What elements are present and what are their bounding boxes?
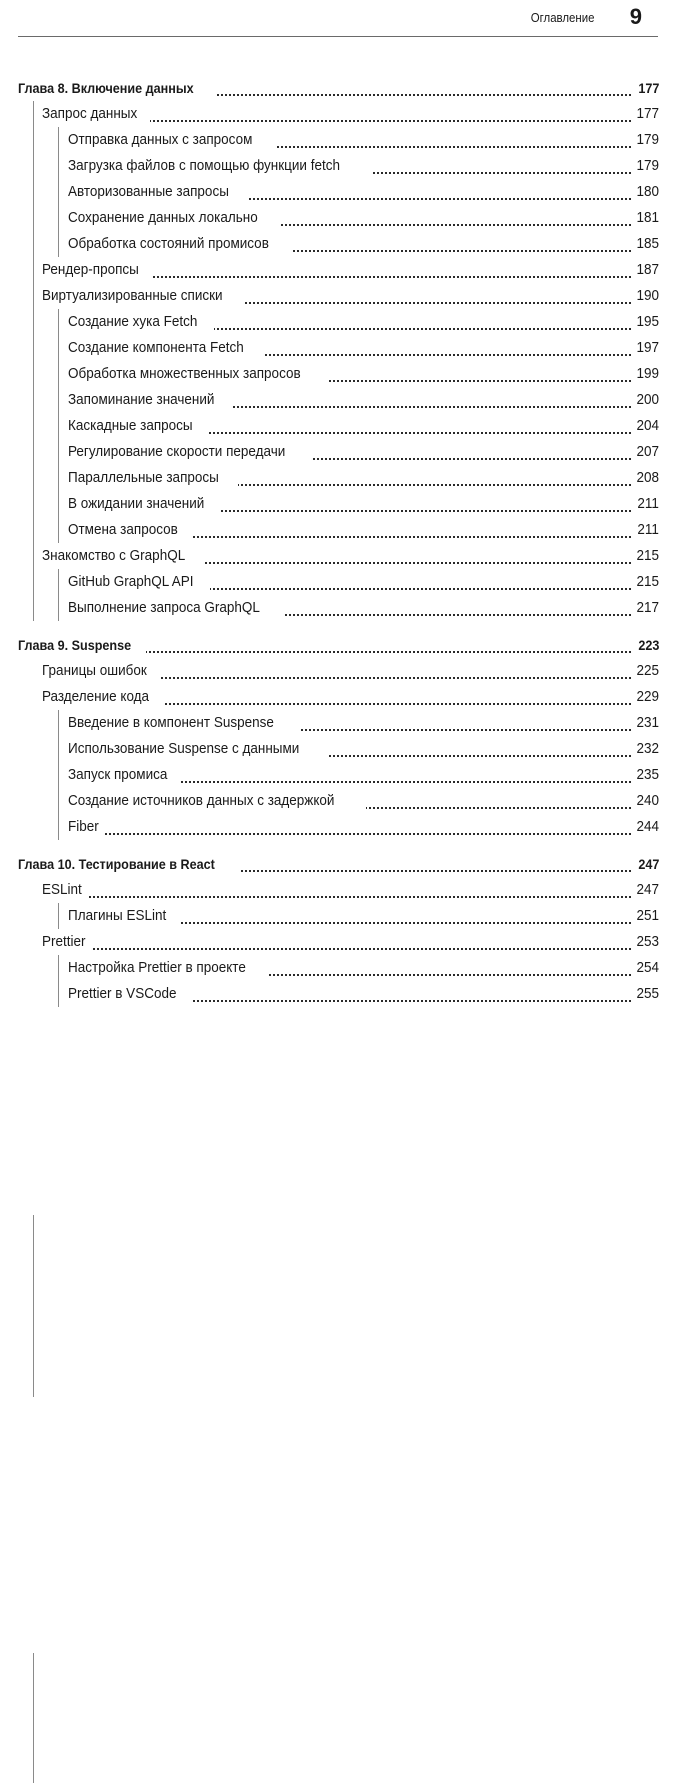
toc-chapter-heading-page <box>634 632 659 658</box>
toc-subsection-label-text: Создание хука Fetch <box>68 313 198 330</box>
toc-subsection-label <box>68 335 265 361</box>
toc-section[interactable] <box>18 257 659 283</box>
toc-subsection[interactable] <box>18 788 659 814</box>
toc-subsection[interactable] <box>18 439 659 465</box>
toc-subsection-page-text: 211 <box>637 495 659 512</box>
toc-subsection-label <box>68 710 299 736</box>
page-header <box>18 0 658 37</box>
toc-subsection-page <box>632 413 659 439</box>
toc-guide-line <box>33 101 34 621</box>
toc-subsection[interactable] <box>18 465 659 491</box>
toc-section-page <box>632 877 659 903</box>
toc-chapter-heading[interactable] <box>18 632 659 658</box>
toc-chapter-heading-label <box>18 851 239 877</box>
toc-guide-line <box>33 1215 34 1397</box>
toc-guide-line <box>58 127 59 257</box>
toc-section-page-text: 225 <box>636 662 659 679</box>
toc-subsection-page-text: 254 <box>636 959 659 976</box>
toc-section-label-text: Разделение кода <box>42 688 150 705</box>
toc-subsection[interactable] <box>18 981 659 1007</box>
toc-section-page <box>632 543 659 569</box>
toc-section-page <box>632 101 659 127</box>
toc-section-label-text: Знакомство с GraphQL <box>42 547 186 564</box>
toc-chapter-heading-page <box>634 75 659 101</box>
toc-subsection[interactable] <box>18 955 659 981</box>
toc-subsection-page <box>632 153 659 179</box>
toc-subsection-page-text: 211 <box>637 521 659 538</box>
toc-section-label <box>42 543 203 569</box>
toc-chapter-heading-label <box>18 632 146 658</box>
toc-subsection-page <box>632 465 659 491</box>
toc-subsection-label-text: Сохранение данных локально <box>68 209 258 226</box>
toc-subsection-label-text: Создание источников данных с задержкой <box>68 792 335 809</box>
toc-subsection-page-text: 181 <box>636 209 659 226</box>
toc-chapter-heading[interactable] <box>18 851 659 877</box>
toc-section-label-text: ESLint <box>42 881 82 898</box>
toc-subsection[interactable] <box>18 903 659 929</box>
toc-section[interactable] <box>18 877 659 903</box>
toc-subsection[interactable] <box>18 205 659 231</box>
toc-subsection-page <box>632 903 659 929</box>
toc-subsection-page-text: 199 <box>636 365 659 382</box>
toc-subsection-label <box>68 955 268 981</box>
toc-guide-line <box>58 309 59 543</box>
toc-chapter-heading-label-text: Глава 8. Включение данных <box>18 80 194 96</box>
toc-subsection-page <box>633 491 659 517</box>
toc-section-label <box>42 257 152 283</box>
toc-section-label-text: Запрос данных <box>42 105 138 122</box>
toc-subsection-label-text: Параллельные запросы <box>68 469 219 486</box>
toc-subsection-label-text: Обработка состояний промисов <box>68 235 269 252</box>
toc-subsection-label <box>68 205 281 231</box>
toc-subsection[interactable] <box>18 736 659 762</box>
toc-subsection-label-text: В ожидании значений <box>68 495 205 512</box>
toc-subsection-page-text: 185 <box>636 235 659 252</box>
toc-subsection-page <box>632 231 659 257</box>
toc-subsection-label-text: GitHub GraphQL API <box>68 573 194 590</box>
toc-subsection-page <box>632 179 659 205</box>
toc-subsection-page-text: 179 <box>636 131 659 148</box>
toc-subsection-label-text: Выполнение запроса GraphQL <box>68 599 260 616</box>
toc-chapter-heading-page-text: 247 <box>637 856 659 872</box>
toc-section-label <box>42 101 150 127</box>
toc-subsection-label-text: Создание компонента Fetch <box>68 339 244 356</box>
toc-chapter-heading-page-text: 223 <box>637 637 659 653</box>
toc-subsection[interactable] <box>18 361 659 387</box>
toc-subsection-page <box>632 335 659 361</box>
toc-subsection-page <box>632 569 659 595</box>
toc-subsection-label-text: Обработка множественных запросов <box>68 365 301 382</box>
toc-subsection-label <box>68 465 238 491</box>
toc-subsection[interactable] <box>18 335 659 361</box>
toc-subsection-page <box>632 814 659 840</box>
toc-subsection-label <box>68 517 192 543</box>
toc-subsection-label <box>68 569 210 595</box>
toc-subsection-page <box>632 205 659 231</box>
toc-subsection-label <box>68 231 293 257</box>
toc-subsection-page-text: 197 <box>636 339 659 356</box>
dot-leader <box>42 896 631 898</box>
toc-section-page <box>632 658 659 684</box>
toc-subsection-page <box>632 981 659 1007</box>
toc-section[interactable] <box>18 658 659 684</box>
toc-subsection-page-text: 200 <box>636 391 659 408</box>
toc-guide-line <box>58 955 59 1007</box>
dot-leader <box>68 833 631 835</box>
running-title: Оглавление <box>530 10 594 25</box>
toc-subsection[interactable] <box>18 517 659 543</box>
toc-subsection-label <box>68 762 180 788</box>
toc-subsection-page <box>632 955 659 981</box>
toc-subsection-label-text: Prettier в VSCode <box>68 985 177 1002</box>
toc-subsection-label-text: Запоминание значений <box>68 391 215 408</box>
toc-subsection-label-text: Fiber <box>68 818 99 835</box>
toc-subsection-page-text: 232 <box>636 740 659 757</box>
toc-subsection-label <box>68 387 233 413</box>
toc-subsection-page-text: 240 <box>636 792 659 809</box>
toc-chapter-heading-page <box>634 851 659 877</box>
table-of-contents <box>18 75 659 1018</box>
toc-subsection-label-text: Использование Suspense с данными <box>68 740 300 757</box>
toc-subsection-page-text: 217 <box>636 599 659 616</box>
toc-section-page <box>632 929 659 955</box>
toc-section-label <box>42 283 245 309</box>
toc-section[interactable] <box>18 543 659 569</box>
toc-subsection-label-text: Регулирование скорости передачи <box>68 443 286 460</box>
toc-subsection[interactable] <box>18 491 659 517</box>
toc-chapter-heading-label <box>18 75 215 101</box>
toc-section-page-text: 177 <box>636 105 659 122</box>
toc-subsection[interactable] <box>18 387 659 413</box>
toc-subsection[interactable] <box>18 710 659 736</box>
toc-subsection-page-text: 180 <box>636 183 659 200</box>
toc-subsection-page-text: 231 <box>636 714 659 731</box>
toc-subsection-label <box>68 439 311 465</box>
toc-guide-line <box>58 903 59 929</box>
toc-subsection-label <box>68 736 327 762</box>
toc-chapter-heading[interactable] <box>18 75 659 101</box>
toc-subsection-page-text: 179 <box>636 157 659 174</box>
toc-subsection-page <box>632 736 659 762</box>
toc-section-page-text: 190 <box>636 287 659 304</box>
toc-subsection-label-text: Введение в компонент Suspense <box>68 714 274 731</box>
toc-section-page-text: 215 <box>636 547 659 564</box>
toc-subsection-page-text: 204 <box>636 417 659 434</box>
toc-subsection-page <box>632 439 659 465</box>
toc-subsection[interactable] <box>18 309 659 335</box>
toc-subsection-label <box>68 153 372 179</box>
toc-subsection[interactable] <box>18 569 659 595</box>
toc-subsection-page-text: 251 <box>636 907 659 924</box>
toc-subsection-label <box>68 814 104 840</box>
toc-chapter <box>18 632 659 840</box>
toc-section-page-text: 187 <box>636 261 659 278</box>
toc-section-page <box>632 257 659 283</box>
toc-chapter <box>18 75 659 621</box>
toc-section-page-text: 247 <box>636 881 659 898</box>
toc-subsection-page <box>632 788 659 814</box>
dot-leader <box>42 948 631 950</box>
toc-subsection-label <box>68 179 249 205</box>
toc-subsection-label-text: Загрузка файлов с помощью функции fetch <box>68 157 340 174</box>
toc-section-page-text: 229 <box>636 688 659 705</box>
toc-subsection[interactable] <box>18 595 659 621</box>
toc-section-label <box>42 684 163 710</box>
toc-subsection-page-text: 207 <box>636 443 659 460</box>
toc-guide-line <box>33 1653 34 1783</box>
toc-subsection-page-text: 195 <box>636 313 659 330</box>
toc-subsection-label <box>68 788 366 814</box>
toc-subsection-page <box>632 710 659 736</box>
toc-subsection-page <box>632 361 659 387</box>
toc-subsection-label <box>68 413 208 439</box>
toc-section[interactable] <box>18 929 659 955</box>
toc-subsection-page <box>632 309 659 335</box>
toc-section-page <box>632 684 659 710</box>
toc-subsection-page-text: 244 <box>636 818 659 835</box>
toc-section-label <box>42 877 88 903</box>
toc-section-page-text: 253 <box>636 933 659 950</box>
toc-chapter <box>18 851 659 1007</box>
toc-subsection-label-text: Авторизованные запросы <box>68 183 229 200</box>
toc-subsection[interactable] <box>18 231 659 257</box>
toc-subsection-label <box>68 903 179 929</box>
toc-section-page <box>632 283 659 309</box>
toc-subsection-page <box>632 387 659 413</box>
toc-chapter-heading-label-text: Глава 9. Suspense <box>18 637 132 653</box>
toc-section-label-text: Границы ошибок <box>42 662 147 679</box>
toc-guide-line <box>58 710 59 840</box>
toc-subsection-label <box>68 309 214 335</box>
toc-subsection-page-text: 255 <box>636 985 659 1002</box>
toc-subsection-page-text: 208 <box>636 469 659 486</box>
toc-subsection[interactable] <box>18 179 659 205</box>
toc-section[interactable] <box>18 283 659 309</box>
toc-subsection[interactable] <box>18 153 659 179</box>
toc-subsection-label-text: Настройка Prettier в проекте <box>68 959 246 976</box>
toc-subsection-page <box>633 517 659 543</box>
page-number: 9 <box>629 4 642 29</box>
toc-subsection-page <box>632 127 659 153</box>
toc-subsection-label-text: Отправка данных с запросом <box>68 131 253 148</box>
toc-subsection-label-text: Запуск промиса <box>68 766 168 783</box>
toc-subsection-label-text: Каскадные запросы <box>68 417 193 434</box>
toc-subsection-label-text: Плагины ESLint <box>68 907 167 924</box>
toc-chapter-heading-page-text: 177 <box>637 80 659 96</box>
toc-section-label-text: Prettier <box>42 933 86 950</box>
toc-subsection-label <box>68 361 329 387</box>
toc-guide-line <box>58 569 59 621</box>
toc-subsection-label <box>68 981 191 1007</box>
toc-subsection-page-text: 215 <box>636 573 659 590</box>
toc-subsection-page-text: 235 <box>636 766 659 783</box>
toc-section-label-text: Рендер-пропсы <box>42 261 139 278</box>
toc-section-label <box>42 658 160 684</box>
toc-subsection[interactable] <box>18 413 659 439</box>
toc-section[interactable] <box>18 101 659 127</box>
toc-subsection-page <box>632 762 659 788</box>
toc-section-label-text: Виртуализированные списки <box>42 287 223 304</box>
toc-section[interactable] <box>18 684 659 710</box>
toc-subsection-label <box>68 127 275 153</box>
toc-subsection[interactable] <box>18 814 659 840</box>
toc-subsection-label <box>68 595 283 621</box>
toc-subsection[interactable] <box>18 127 659 153</box>
toc-subsection-label <box>68 491 221 517</box>
toc-section-label <box>42 929 92 955</box>
toc-subsection-label-text: Отмена запросов <box>68 521 178 538</box>
toc-chapter-heading-label-text: Глава 10. Тестирование в React <box>18 856 215 872</box>
toc-subsection-page <box>632 595 659 621</box>
toc-subsection[interactable] <box>18 762 659 788</box>
